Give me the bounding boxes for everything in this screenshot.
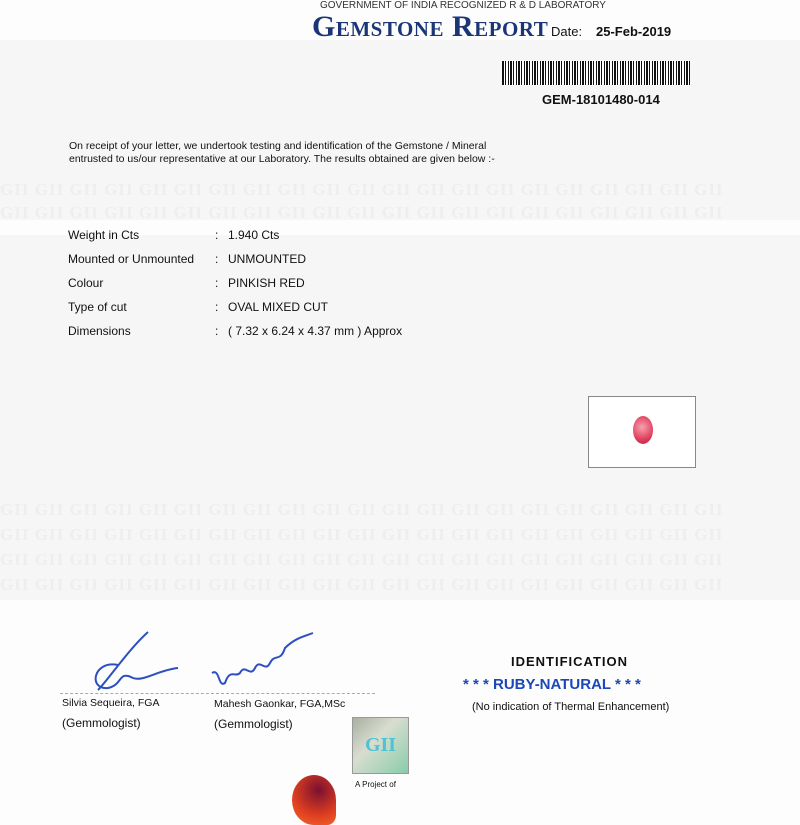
intro-text: On receipt of your letter, we undertook testing and identification of the Gemstone / Mineral entrusted to us/our representative at our Laboratory. The results obtained are given below :- <box>69 140 495 165</box>
lab-recognition-line: GOVERNMENT OF INDIA RECOGNIZED R & D LABORATORY <box>320 0 606 11</box>
gii-logo <box>352 717 409 774</box>
identification-heading: IDENTIFICATION <box>511 654 629 669</box>
detail-value: 1.940 Cts <box>228 228 280 242</box>
detail-label: Weight in Cts <box>68 228 140 242</box>
detail-value: OVAL MIXED CUT <box>228 300 329 314</box>
flame-logo-icon <box>292 775 336 825</box>
detail-value: ( 7.32 x 6.24 x 4.37 mm ) Approx <box>228 324 403 338</box>
gemstone-photo <box>588 396 696 468</box>
detail-separator: : <box>215 276 219 290</box>
signature-silvia <box>88 630 183 695</box>
date-label: Date: <box>551 24 583 39</box>
signature-mahesh <box>210 628 315 693</box>
detail-label: Colour <box>68 276 104 290</box>
gii-logo-text: GII <box>364 734 397 756</box>
page-title: Gemstone Report <box>312 10 549 43</box>
watermark-text: GII GII GII GII GII GII GII GII GII GII GII GII GII GII GII GII GII GII GII GII GII <box>0 525 724 544</box>
watermark-text: GII GII GII GII GII GII GII GII GII GII GII GII GII GII GII GII GII GII GII GII GII <box>0 575 724 594</box>
detail-separator: : <box>215 324 219 338</box>
report-date: 25-Feb-2019 <box>596 24 672 39</box>
watermark-text: GII GII GII GII GII GII GII GII GII GII GII GII GII GII GII GII GII GII GII GII GII <box>0 550 724 569</box>
identification-note: (No indication of Thermal Enhancement) <box>472 701 670 713</box>
signature-line <box>60 693 375 694</box>
watermark-text: GII GII GII GII GII GII GII GII GII GII GII GII GII GII GII GII GII GII GII GII GII <box>0 500 724 519</box>
detail-label: Type of cut <box>68 300 127 314</box>
detail-separator: : <box>215 228 219 242</box>
detail-separator: : <box>215 300 219 314</box>
identification-result: * * * RUBY-NATURAL * * * <box>463 676 641 693</box>
signatory-name: Mahesh Gaonkar, FGA,MSc <box>214 698 346 710</box>
signatory-name: Silvia Sequeira, FGA <box>62 697 160 709</box>
signatory-role: (Gemmologist) <box>214 717 293 731</box>
project-label: A Project of <box>355 780 396 789</box>
detail-value: PINKISH RED <box>228 276 305 290</box>
detail-label: Mounted or Unmounted <box>68 252 195 266</box>
detail-value: UNMOUNTED <box>228 252 306 266</box>
signatory-role: (Gemmologist) <box>62 716 141 730</box>
report-number: GEM-18101480-014 <box>542 92 660 107</box>
barcode <box>502 61 690 85</box>
watermark-text: GII GII GII GII GII GII GII GII GII GII GII GII GII GII GII GII GII GII GII GII GII <box>0 180 724 199</box>
detail-separator: : <box>215 252 219 266</box>
ruby-gemstone-image <box>633 416 653 444</box>
detail-label: Dimensions <box>68 324 131 338</box>
watermark-text: GII GII GII GII GII GII GII GII GII GII GII GII GII GII GII GII GII GII GII GII GII <box>0 203 724 222</box>
